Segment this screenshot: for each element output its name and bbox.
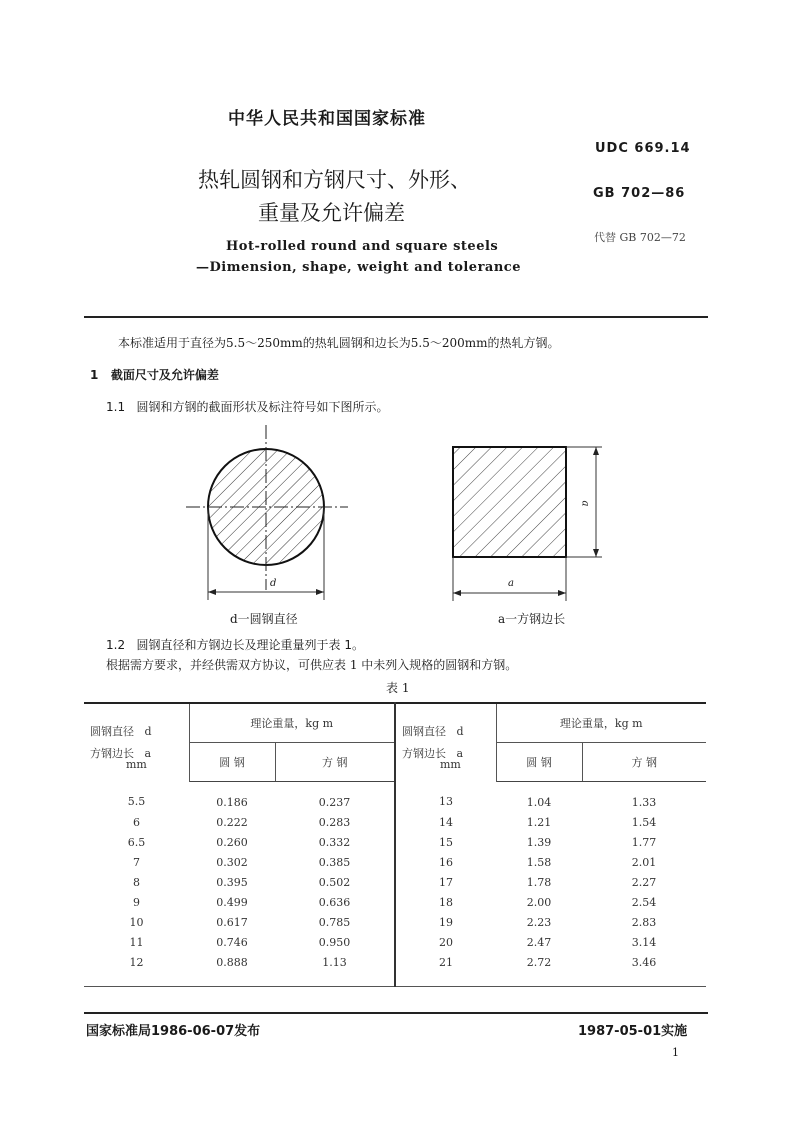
table-row xyxy=(84,892,706,912)
square-figure-caption: a一方钢边长 xyxy=(498,612,566,626)
round-weight-cell: 1.04 xyxy=(526,795,552,809)
round-weight-cell: 1.78 xyxy=(526,875,552,889)
square-weight-cell: 2.54 xyxy=(631,895,657,909)
replaces-standard: 代替 GB 702—72 xyxy=(594,231,686,244)
english-title-line2: —Dimension, shape, weight and tolerance xyxy=(196,260,521,275)
english-title-line1: Hot-rolled round and square steels xyxy=(226,239,499,254)
weight-header-left: 理论重量，kg m xyxy=(189,703,395,743)
round-col-header-left: 圆 钢 xyxy=(189,743,275,782)
square-weight-cell: 1.77 xyxy=(631,835,657,849)
round-weight-cell: 0.260 xyxy=(216,835,248,849)
section-1-2-note: 根据需方要求，并经供需双方协议，可供应表 1 中未列入规格的圆钢和方钢。 xyxy=(106,658,518,672)
size-cell: 5.5 xyxy=(127,795,146,809)
size-cell: 12 xyxy=(84,952,189,987)
round-weight-cell: 0.746 xyxy=(216,935,248,949)
round-weight-cell: 2.72 xyxy=(496,952,582,987)
round-weight-cell: 0.499 xyxy=(216,895,248,909)
gb-standard-code: GB 702—86 xyxy=(593,186,686,201)
round-weight-cell: 1.39 xyxy=(526,835,552,849)
round-figure-caption: d一圆钢直径 xyxy=(230,612,298,626)
national-standard-label: 中华人民共和国国家标准 xyxy=(228,109,426,129)
size-header-left: 圆钢直径 d 方钢边长 a xyxy=(84,703,189,782)
scope-paragraph: 本标准适用于直径为5.5～250mm的热轧圆钢和边长为5.5～200mm的热轧方钢。 xyxy=(118,336,560,350)
page-title-line1: 热轧圆钢和方钢尺寸、外形、 xyxy=(198,168,471,192)
square-steel-figure xyxy=(440,436,610,606)
round-weight-cell: 0.617 xyxy=(216,915,248,929)
page-number: 1 xyxy=(672,1046,679,1059)
size-cell: 16 xyxy=(439,855,453,869)
size-cell: 14 xyxy=(439,815,453,829)
issue-date: 国家标准局1986-06-07发布 xyxy=(86,1024,261,1039)
square-weight-cell: 2.01 xyxy=(631,855,657,869)
unit-mm-left: mm xyxy=(126,758,147,771)
table-row xyxy=(84,872,706,892)
size-cell: 6.5 xyxy=(127,835,146,849)
table-row xyxy=(84,852,706,872)
header-divider xyxy=(84,316,708,318)
round-weight-cell: 2.47 xyxy=(526,935,552,949)
round-steel-figure xyxy=(180,420,360,620)
table-row xyxy=(84,782,706,813)
section-1-heading: 1 截面尺寸及允许偏差 xyxy=(90,368,219,382)
round-weight-cell: 2.23 xyxy=(526,915,552,929)
round-weight-cell: 0.302 xyxy=(216,855,248,869)
udc-code: UDC 669.14 xyxy=(595,141,691,156)
round-weight-cell: 0.186 xyxy=(216,795,248,809)
square-weight-cell: 0.636 xyxy=(275,892,395,912)
square-weight-cell: 0.332 xyxy=(275,832,395,852)
square-section-hatch xyxy=(453,447,566,557)
size-header-right: 圆钢直径 d 方钢边长 a xyxy=(395,703,496,782)
square-col-header-right: 方 钢 xyxy=(582,743,706,782)
table-row xyxy=(84,812,706,832)
size-cell: 10 xyxy=(129,915,144,929)
round-diameter-symbol: d xyxy=(270,578,277,589)
round-weight-cell: 2.00 xyxy=(526,895,552,909)
weight-header-right: 理论重量，kg m xyxy=(496,703,706,743)
footer-divider xyxy=(84,1012,708,1014)
round-weight-cell: 1.58 xyxy=(526,855,552,869)
square-weight-cell: 0.385 xyxy=(275,852,395,872)
page-title-line2: 重量及允许偏差 xyxy=(258,201,405,225)
square-side-symbol: a xyxy=(579,500,591,507)
square-weight-cell: 0.237 xyxy=(275,782,395,813)
table-row xyxy=(84,832,706,852)
square-weight-cell: 3.14 xyxy=(631,935,657,949)
size-cell: 13 xyxy=(439,795,453,809)
square-weight-cell: 3.46 xyxy=(582,952,706,987)
table-row xyxy=(84,912,706,932)
square-weight-cell: 0.785 xyxy=(275,912,395,932)
round-weight-cell: 0.888 xyxy=(189,952,275,987)
square-weight-cell: 1.13 xyxy=(275,952,395,987)
square-weight-cell: 0.950 xyxy=(275,932,395,952)
table-row xyxy=(84,952,706,987)
section-1-2-text: 1.2 圆钢直径和方钢边长及理论重量列于表 1。 xyxy=(106,638,364,652)
size-cell: 18 xyxy=(439,895,453,909)
square-weight-cell: 0.502 xyxy=(275,872,395,892)
table-row xyxy=(84,932,706,952)
size-cell: 17 xyxy=(439,875,453,889)
square-weight-cell: 1.54 xyxy=(631,815,657,829)
round-weight-cell: 0.395 xyxy=(216,875,248,889)
round-weight-cell: 1.21 xyxy=(526,815,552,829)
size-cell: 20 xyxy=(439,935,453,949)
square-col-header-left: 方 钢 xyxy=(275,743,395,782)
size-cell: 21 xyxy=(395,952,496,987)
size-cell: 7 xyxy=(133,855,140,869)
size-cell: 11 xyxy=(129,935,144,949)
square-bottom-symbol: a xyxy=(508,578,514,589)
weight-table xyxy=(84,702,706,987)
effective-date: 1987-05-01实施 xyxy=(578,1024,688,1039)
square-weight-cell: 0.283 xyxy=(275,812,395,832)
square-weight-cell: 2.27 xyxy=(631,875,657,889)
size-cell: 8 xyxy=(133,875,140,889)
size-cell: 9 xyxy=(133,895,140,909)
round-col-header-right: 圆 钢 xyxy=(496,743,582,782)
table-caption: 表 1 xyxy=(386,681,410,695)
section-1-1-text: 1.1 圆钢和方钢的截面形状及标注符号如下图所示。 xyxy=(106,400,389,414)
size-cell: 6 xyxy=(133,815,140,829)
size-cell: 15 xyxy=(439,835,453,849)
square-weight-cell: 2.83 xyxy=(631,915,657,929)
round-weight-cell: 0.222 xyxy=(216,815,248,829)
size-cell: 19 xyxy=(439,915,453,929)
square-weight-cell: 1.33 xyxy=(631,795,657,809)
unit-mm-right: mm xyxy=(440,758,461,771)
